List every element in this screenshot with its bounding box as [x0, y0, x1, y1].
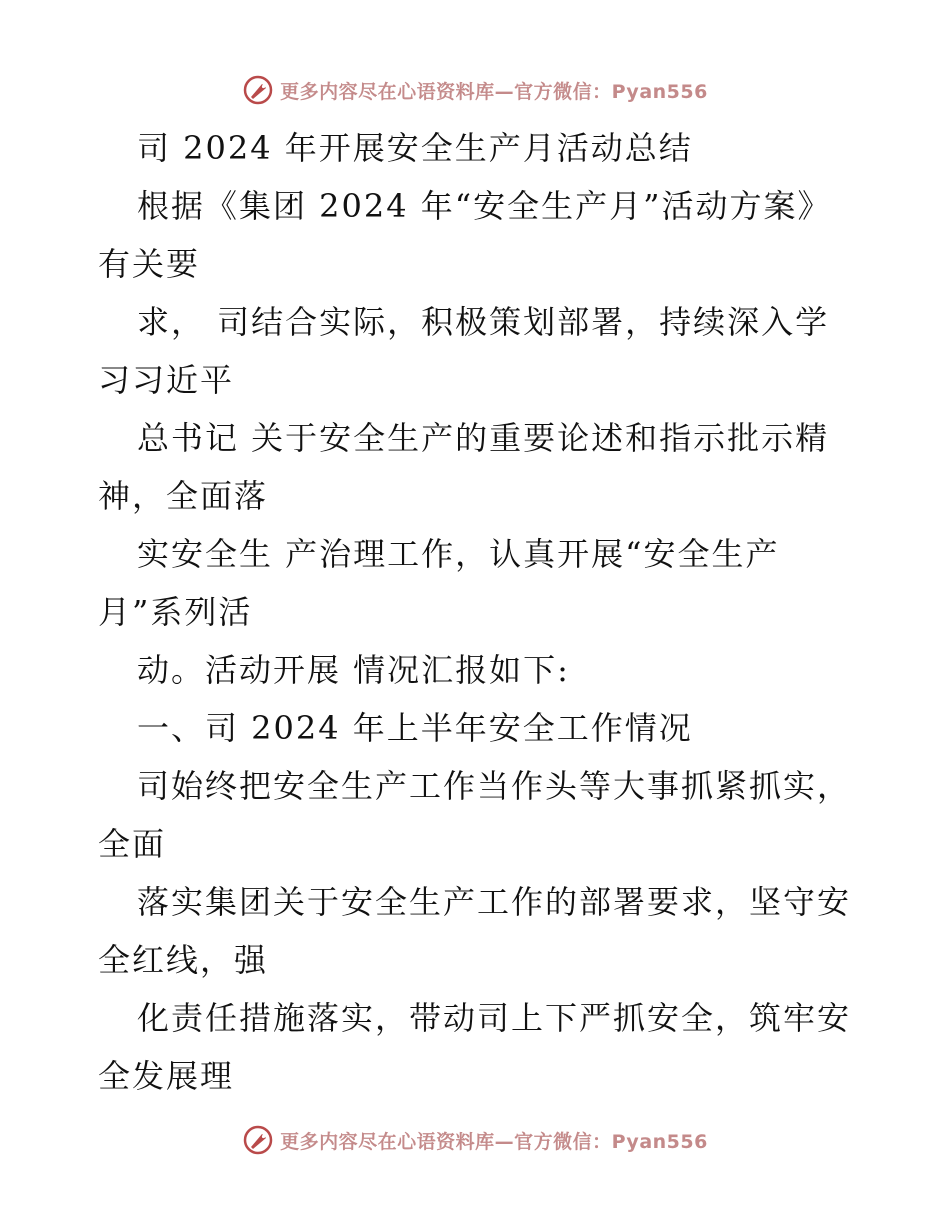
- doc-line: 有关要: [98, 245, 201, 283]
- doc-line: 司始终把安全生产工作当作头等大事抓紧抓实，: [137, 767, 852, 805]
- pen-nib-logo-icon: [242, 1124, 274, 1156]
- doc-line: 动。活动开展 情况汇报如下:: [137, 651, 570, 689]
- doc-line: 化责任措施落实，带动司上下严抓安全，筑牢安: [137, 999, 852, 1037]
- doc-line: 实安全生 产治理工作，认真开展“安全生产: [137, 535, 780, 573]
- doc-line: 全红线，强: [98, 941, 269, 979]
- doc-line: 总书记 关于安全生产的重要论述和指示批示精: [137, 419, 830, 457]
- footer-banner-text: 更多内容尽在心语资料库—官方微信：Pyan556: [280, 1130, 708, 1153]
- doc-line: 求， 司结合实际，积极策划部署，持续深入学: [137, 303, 830, 341]
- doc-line: 全发展理: [98, 1057, 235, 1095]
- doc-line: 神，全面落: [98, 477, 269, 515]
- doc-line: 月”系列活: [98, 593, 253, 631]
- pen-nib-logo-icon: [242, 74, 274, 106]
- footer-banner: [0, 1122, 950, 1158]
- section-heading: 一、司 2024 年上半年安全工作情况: [137, 709, 693, 747]
- doc-line: 落实集团关于安全生产工作的部署要求，坚守安: [137, 883, 852, 921]
- header-banner: [0, 72, 950, 108]
- doc-line: 全面: [98, 825, 167, 863]
- doc-title: 司 2024 年开展安全生产月活动总结: [137, 129, 693, 167]
- header-banner-text: 更多内容尽在心语资料库—官方微信：Pyan556: [280, 80, 708, 103]
- doc-line: 习习近平: [98, 361, 235, 399]
- doc-line: 根据《集团 2024 年“安全生产月”活动方案》: [137, 187, 832, 225]
